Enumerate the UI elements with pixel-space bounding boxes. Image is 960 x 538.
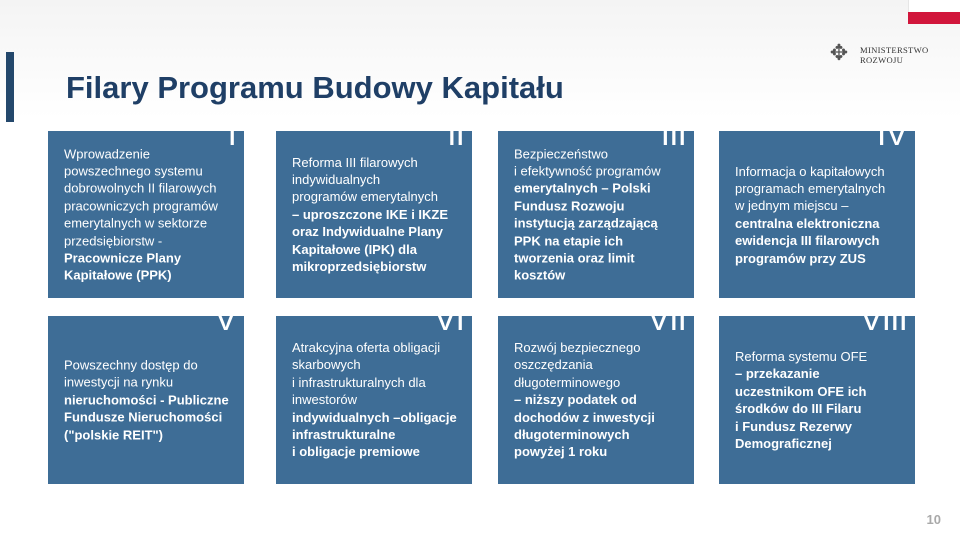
pillar-text-line: oraz Indywidualne Plany bbox=[292, 224, 443, 240]
pillar-text-line: długoterminowego bbox=[514, 374, 621, 390]
pillar-numeral: IV bbox=[876, 115, 907, 153]
pillar-text-line: i Fundusz Rezerwy bbox=[735, 418, 853, 434]
pillar-text-line: powyżej 1 roku bbox=[514, 444, 608, 460]
pillar-text-line: nieruchomości - Publiczne bbox=[64, 392, 229, 408]
pillar-text-line: ewidencja III filarowych bbox=[735, 232, 880, 248]
pillar-text bbox=[514, 339, 686, 461]
pillar-text-line: – uproszczone IKE i IKZE bbox=[292, 206, 449, 222]
pillar-text-line: skarbowych bbox=[292, 357, 361, 373]
pillar-text-line: i infrastrukturalnych dla bbox=[292, 374, 426, 390]
pillar-text-line: Reforma III filarowych bbox=[292, 154, 418, 170]
pillar-card bbox=[48, 300, 244, 484]
pillar-text-line: i efektywność programów bbox=[514, 163, 661, 179]
pillar-text bbox=[292, 154, 464, 276]
pillar-text bbox=[64, 145, 236, 284]
pillar-text-line: indywidualnych –obligacje bbox=[292, 409, 457, 425]
pillar-text-line: Fundusze Nieruchomości bbox=[64, 409, 223, 425]
pillar-text-line: środków do III Filaru bbox=[735, 401, 862, 416]
pillar-text-line: Informacja o kapitałowych bbox=[735, 163, 885, 179]
pillar-text-line: Powszechny dostęp do bbox=[64, 357, 198, 373]
pillar-text-line: Kapitałowe (PPK) bbox=[64, 267, 172, 283]
pillar-card bbox=[719, 300, 915, 484]
title-accent-bar bbox=[6, 52, 14, 122]
ministry-line-2: ROZWOJU bbox=[860, 55, 904, 65]
pillar-text-line: Demograficznej bbox=[735, 435, 832, 451]
pillar-card bbox=[498, 300, 694, 484]
pillar-text-line: Wprowadzenie bbox=[64, 145, 150, 161]
pillar-text-line: Rozwój bezpiecznego bbox=[514, 340, 641, 356]
pillar-text-line: Bezpieczeństwo bbox=[514, 145, 608, 161]
pillar-text-line: Pracownicze Plany bbox=[64, 250, 182, 266]
ministry-logo bbox=[826, 40, 946, 68]
pillar-text-line: – niższy podatek od bbox=[514, 392, 637, 408]
pillar-text-line: inwestycji na rynku bbox=[64, 374, 174, 390]
pillar-text-line: mikroprzedsiębiorstw bbox=[292, 259, 427, 275]
pillar-numeral: I bbox=[227, 115, 236, 153]
polish-flag-icon bbox=[908, 0, 960, 24]
pillar-text-line: inwestorów bbox=[292, 392, 358, 408]
ministry-name bbox=[860, 45, 929, 65]
pillar-text-line: centralna elektroniczna bbox=[735, 215, 880, 231]
pillar-card bbox=[719, 115, 915, 298]
pillar-text-line: powszechnego systemu bbox=[64, 163, 203, 179]
pillar-text-line: instytucją zarządzającą bbox=[514, 215, 658, 231]
page-number: 10 bbox=[926, 512, 941, 527]
pillar-numeral: V bbox=[214, 300, 236, 338]
pillar-text-line: dobrowolnych II filarowych bbox=[64, 180, 217, 196]
pillar-numeral: VIII bbox=[859, 300, 907, 338]
pillar-text-line: długoterminowych bbox=[514, 427, 630, 443]
eagle-emblem-icon: ✥ bbox=[829, 41, 849, 66]
pillar-text-line: kosztów bbox=[514, 267, 566, 283]
pillar-numeral: VII bbox=[647, 300, 686, 338]
pillar-text-line: Fundusz Rozwoju bbox=[514, 198, 625, 214]
pillar-text bbox=[735, 348, 907, 452]
pillar-text-line: Atrakcyjna oferta obligacji bbox=[292, 340, 441, 356]
pillar-card bbox=[498, 115, 694, 298]
pillar-text-line: programów przy ZUS bbox=[735, 250, 866, 266]
pillar-text-line: dochodów z inwestycji bbox=[514, 409, 655, 425]
pillar-text-line: Reforma systemu OFE bbox=[735, 348, 868, 364]
pillar-text bbox=[292, 339, 464, 461]
pillar-text-line: uczestnikom OFE ich bbox=[735, 383, 867, 399]
pillar-numeral: III bbox=[660, 115, 686, 153]
pillar-text-line: emerytalnych w sektorze bbox=[64, 215, 208, 231]
pillar-text bbox=[64, 356, 236, 443]
pillar-text-line: tworzenia oraz limit bbox=[514, 250, 635, 266]
pillar-text-line: programach emerytalnych bbox=[735, 180, 886, 196]
pillar-text-line: i obligacje premiowe bbox=[292, 444, 420, 460]
pillar-text-line: pracowniczych programów bbox=[64, 198, 218, 214]
pillar-text-line: PPK na etapie ich bbox=[514, 232, 624, 248]
pillar-text bbox=[514, 145, 686, 284]
pillar-text-line: emerytalnych – Polski bbox=[514, 180, 651, 196]
pillar-card bbox=[276, 115, 472, 298]
pillar-text-line: w jednym miejscu – bbox=[735, 198, 849, 214]
pillar-text-line: przedsiębiorstw - bbox=[64, 232, 163, 248]
ministry-line-1: MINISTERSTWO bbox=[860, 45, 929, 55]
pillar-text-line: ("polskie REIT") bbox=[64, 427, 164, 443]
pillar-text-line: oszczędzania bbox=[514, 357, 593, 373]
pillar-text-line: indywidualnych bbox=[292, 171, 381, 187]
pillar-text-line: Kapitałowe (IPK) dla bbox=[292, 241, 417, 257]
pillar-numeral: II bbox=[447, 115, 464, 153]
pillar-text-line: infrastrukturalne bbox=[292, 427, 396, 443]
pillar-numeral: VI bbox=[433, 300, 464, 338]
pillar-card bbox=[276, 300, 472, 484]
pillar-card bbox=[48, 115, 244, 298]
pillar-text-line: programów emerytalnych bbox=[292, 189, 438, 205]
pillar-text bbox=[735, 162, 907, 266]
slide-title: Filary Programu Budowy Kapitału bbox=[66, 70, 564, 105]
pillar-text-line: – przekazanie bbox=[735, 366, 820, 382]
